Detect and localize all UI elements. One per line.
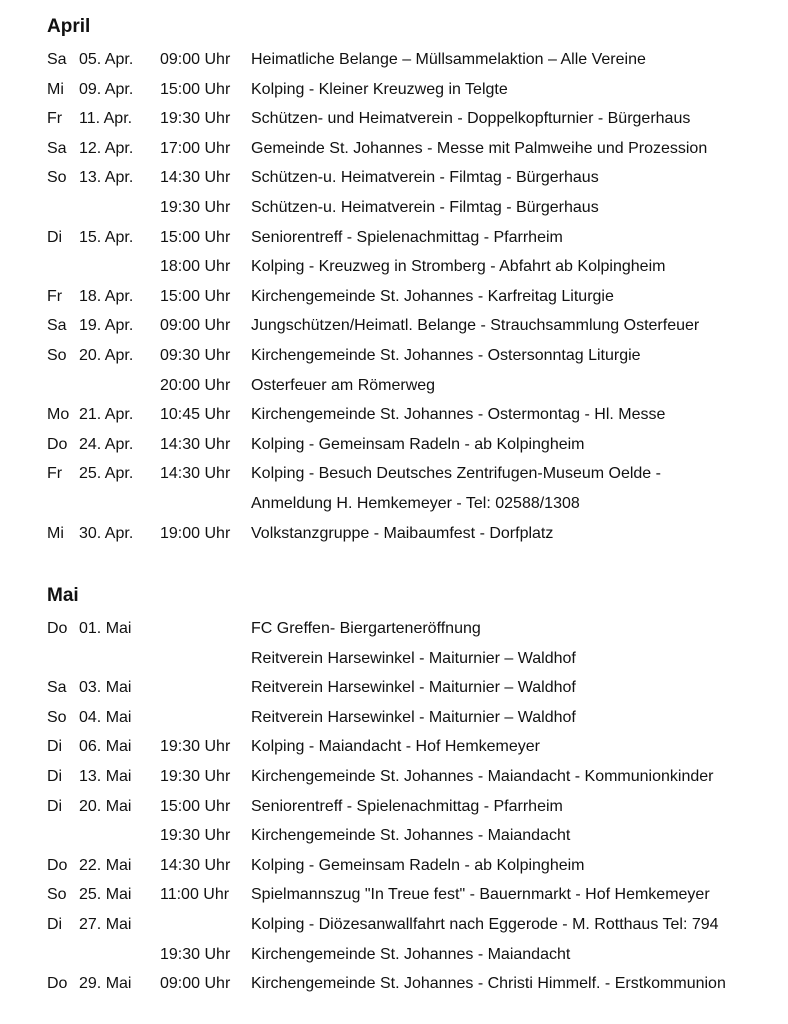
event-day: Fr bbox=[47, 465, 63, 483]
event-date: 20. Apr. bbox=[79, 346, 134, 364]
event-time: 19:30 Uhr bbox=[160, 945, 231, 963]
event-day: Di bbox=[47, 228, 63, 246]
event-time: 09:00 Uhr bbox=[160, 975, 231, 993]
event-date: 13. Apr. bbox=[79, 169, 134, 187]
event-time: 14:30 Uhr bbox=[160, 465, 231, 483]
event-row bbox=[0, 198, 788, 228]
event-row bbox=[0, 767, 788, 797]
event-date: 20. Mai bbox=[79, 797, 132, 815]
event-day: Do bbox=[47, 975, 68, 993]
event-time: 15:00 Uhr bbox=[160, 797, 231, 815]
event-row bbox=[0, 346, 788, 376]
event-time: 19:30 Uhr bbox=[160, 827, 231, 845]
event-description: FC Greffen- Biergarteneröffnung bbox=[251, 620, 481, 637]
event-row bbox=[0, 316, 788, 346]
event-description: Kirchengemeinde St. Johannes - Ostermontag - Hl. Messe bbox=[251, 406, 666, 424]
event-time: 20:00 Uhr bbox=[160, 376, 231, 394]
event-row bbox=[0, 287, 788, 317]
event-date: 04. Mai bbox=[79, 708, 132, 726]
event-row bbox=[0, 405, 788, 435]
event-row bbox=[0, 435, 788, 465]
event-time: 19:00 Uhr bbox=[160, 524, 231, 542]
event-time: 09:30 Uhr bbox=[160, 346, 231, 364]
event-description: Seniorentreff - Spielenachmittag - Pfarrheim bbox=[251, 228, 563, 246]
event-description: Kirchengemeinde St. Johannes - Maiandacht bbox=[251, 827, 571, 845]
event-day: So bbox=[47, 169, 67, 187]
event-row bbox=[0, 915, 788, 945]
event-description: Kirchengemeinde St. Johannes - Karfreitag Liturgie bbox=[251, 287, 614, 305]
event-date: 19. Apr. bbox=[79, 317, 134, 335]
event-row bbox=[0, 826, 788, 856]
event-day: Di bbox=[47, 767, 63, 785]
event-date: 03. Mai bbox=[79, 679, 132, 697]
event-description: Kirchengemeinde St. Johannes - Ostersonntag Liturgie bbox=[251, 346, 641, 364]
event-day: Di bbox=[47, 915, 63, 933]
event-date: 15. Apr. bbox=[79, 228, 134, 246]
event-time: 10:45 Uhr bbox=[160, 406, 231, 424]
event-row bbox=[0, 50, 788, 80]
event-row bbox=[0, 524, 788, 554]
event-date: 30. Apr. bbox=[79, 524, 134, 542]
event-date: 21. Apr. bbox=[79, 406, 134, 424]
event-time: 19:30 Uhr bbox=[160, 767, 231, 785]
event-description: Spielmannszug "In Treue fest" - Bauernmarkt - Hof Hemkemeyer bbox=[251, 886, 710, 904]
event-row bbox=[0, 376, 788, 406]
section-title-april: April bbox=[47, 16, 91, 37]
event-description: Kolping - Kreuzweg in Stromberg - Abfahrt ab Kolpingheim bbox=[251, 258, 666, 276]
event-day: So bbox=[47, 886, 67, 904]
event-description: Osterfeuer am Römerweg bbox=[251, 376, 436, 394]
event-description: Kolping - Kleiner Kreuzweg in Telgte bbox=[251, 80, 508, 98]
event-day: So bbox=[47, 346, 67, 364]
event-time: 15:00 Uhr bbox=[160, 80, 231, 98]
event-row bbox=[0, 228, 788, 258]
event-date: 06. Mai bbox=[79, 738, 132, 756]
event-time: 17:00 Uhr bbox=[160, 139, 231, 157]
event-time: 19:30 Uhr bbox=[160, 110, 231, 128]
event-row bbox=[0, 494, 788, 524]
event-description: Jungschützen/Heimatl. Belange - Strauchsammlung Osterfeuer bbox=[251, 317, 700, 335]
event-time: 11:00 Uhr bbox=[160, 886, 230, 904]
event-time: 19:30 Uhr bbox=[160, 738, 231, 756]
event-day: Do bbox=[47, 620, 68, 637]
event-time: 14:30 Uhr bbox=[160, 435, 231, 453]
event-date: 24. Apr. bbox=[79, 435, 134, 453]
event-row bbox=[0, 80, 788, 110]
event-date: 22. Mai bbox=[79, 856, 132, 874]
event-time: 09:00 Uhr bbox=[160, 51, 231, 68]
event-description: Kolping - Gemeinsam Radeln - ab Kolpingheim bbox=[251, 435, 585, 453]
event-time: 15:00 Uhr bbox=[160, 228, 231, 246]
event-date: 18. Apr. bbox=[79, 287, 134, 305]
event-day: Fr bbox=[47, 287, 63, 305]
event-description: Reitverein Harsewinkel - Maiturnier – Waldhof bbox=[251, 708, 576, 726]
event-description: Volkstanzgruppe - Maibaumfest - Dorfplatz bbox=[251, 524, 554, 542]
event-date: 01. Mai bbox=[79, 620, 132, 637]
event-time: 14:30 Uhr bbox=[160, 169, 231, 187]
mai-event-list bbox=[0, 619, 788, 1004]
event-time: 15:00 Uhr bbox=[160, 287, 231, 305]
event-row bbox=[0, 974, 788, 1004]
event-row bbox=[0, 649, 788, 679]
section-title-mai: Mai bbox=[47, 585, 79, 606]
event-row bbox=[0, 619, 788, 649]
event-date: 13. Mai bbox=[79, 767, 132, 785]
event-description: Reitverein Harsewinkel - Maiturnier – Waldhof bbox=[251, 679, 576, 697]
event-day: Do bbox=[47, 435, 68, 453]
event-description: Schützen- und Heimatverein - Doppelkopfturnier - Bürgerhaus bbox=[251, 110, 691, 128]
event-day: So bbox=[47, 708, 67, 726]
event-day: Sa bbox=[47, 317, 67, 335]
event-description: Kirchengemeinde St. Johannes - Maiandacht - Kommunionkinder bbox=[251, 767, 714, 785]
event-description: Kolping - Diözesanwallfahrt nach Eggerode - M. Rotthaus Tel: 794 bbox=[251, 915, 719, 933]
event-row bbox=[0, 797, 788, 827]
event-day: Do bbox=[47, 856, 68, 874]
event-date: 29. Mai bbox=[79, 975, 132, 993]
event-row bbox=[0, 737, 788, 767]
event-date: 27. Mai bbox=[79, 915, 132, 933]
event-day: Mi bbox=[47, 80, 64, 98]
event-time: 18:00 Uhr bbox=[160, 258, 231, 276]
event-day: Fr bbox=[47, 110, 63, 128]
event-description: Reitverein Harsewinkel - Maiturnier – Waldhof bbox=[251, 649, 576, 667]
event-description: Kolping - Maiandacht - Hof Hemkemeyer bbox=[251, 738, 541, 756]
event-row bbox=[0, 856, 788, 886]
event-description: Gemeinde St. Johannes - Messe mit Palmweihe und Prozession bbox=[251, 139, 708, 157]
event-row bbox=[0, 885, 788, 915]
event-date: 12. Apr. bbox=[79, 139, 134, 157]
event-date: 11. Apr. bbox=[79, 110, 133, 128]
event-date: 25. Mai bbox=[79, 886, 132, 904]
event-row bbox=[0, 168, 788, 198]
event-time: 14:30 Uhr bbox=[160, 856, 231, 874]
event-day: Di bbox=[47, 738, 63, 756]
event-description: Heimatliche Belange – Müllsammelaktion – Alle Vereine bbox=[251, 51, 646, 68]
event-time: 19:30 Uhr bbox=[160, 198, 231, 216]
event-description: Kolping - Gemeinsam Radeln - ab Kolpingheim bbox=[251, 856, 585, 874]
event-date: 25. Apr. bbox=[79, 465, 134, 483]
event-row bbox=[0, 109, 788, 139]
event-day: Sa bbox=[47, 51, 67, 68]
event-day: Mo bbox=[47, 406, 70, 424]
event-description: Kirchengemeinde St. Johannes - Maiandacht bbox=[251, 945, 571, 963]
event-row bbox=[0, 678, 788, 708]
event-description: Seniorentreff - Spielenachmittag - Pfarrheim bbox=[251, 797, 563, 815]
event-row bbox=[0, 708, 788, 738]
event-date: 09. Apr. bbox=[79, 80, 134, 98]
event-description: Anmeldung H. Hemkemeyer - Tel: 02588/1308 bbox=[251, 494, 580, 512]
event-day: Sa bbox=[47, 679, 67, 697]
event-row bbox=[0, 257, 788, 287]
event-row bbox=[0, 464, 788, 494]
event-day: Di bbox=[47, 797, 63, 815]
event-day: Sa bbox=[47, 139, 67, 157]
event-time: 09:00 Uhr bbox=[160, 317, 231, 335]
event-row bbox=[0, 945, 788, 975]
event-day: Mi bbox=[47, 524, 64, 542]
event-description: Kolping - Besuch Deutsches Zentrifugen-Museum Oelde - bbox=[251, 465, 661, 483]
event-description: Schützen-u. Heimatverein - Filmtag - Bürgerhaus bbox=[251, 169, 599, 187]
event-date: 05. Apr. bbox=[79, 51, 134, 68]
event-description: Kirchengemeinde St. Johannes - Christi Himmelf. - Erstkommunion bbox=[251, 975, 726, 993]
event-description: Schützen-u. Heimatverein - Filmtag - Bürgerhaus bbox=[251, 198, 599, 216]
april-event-list bbox=[0, 50, 788, 553]
event-row bbox=[0, 139, 788, 169]
